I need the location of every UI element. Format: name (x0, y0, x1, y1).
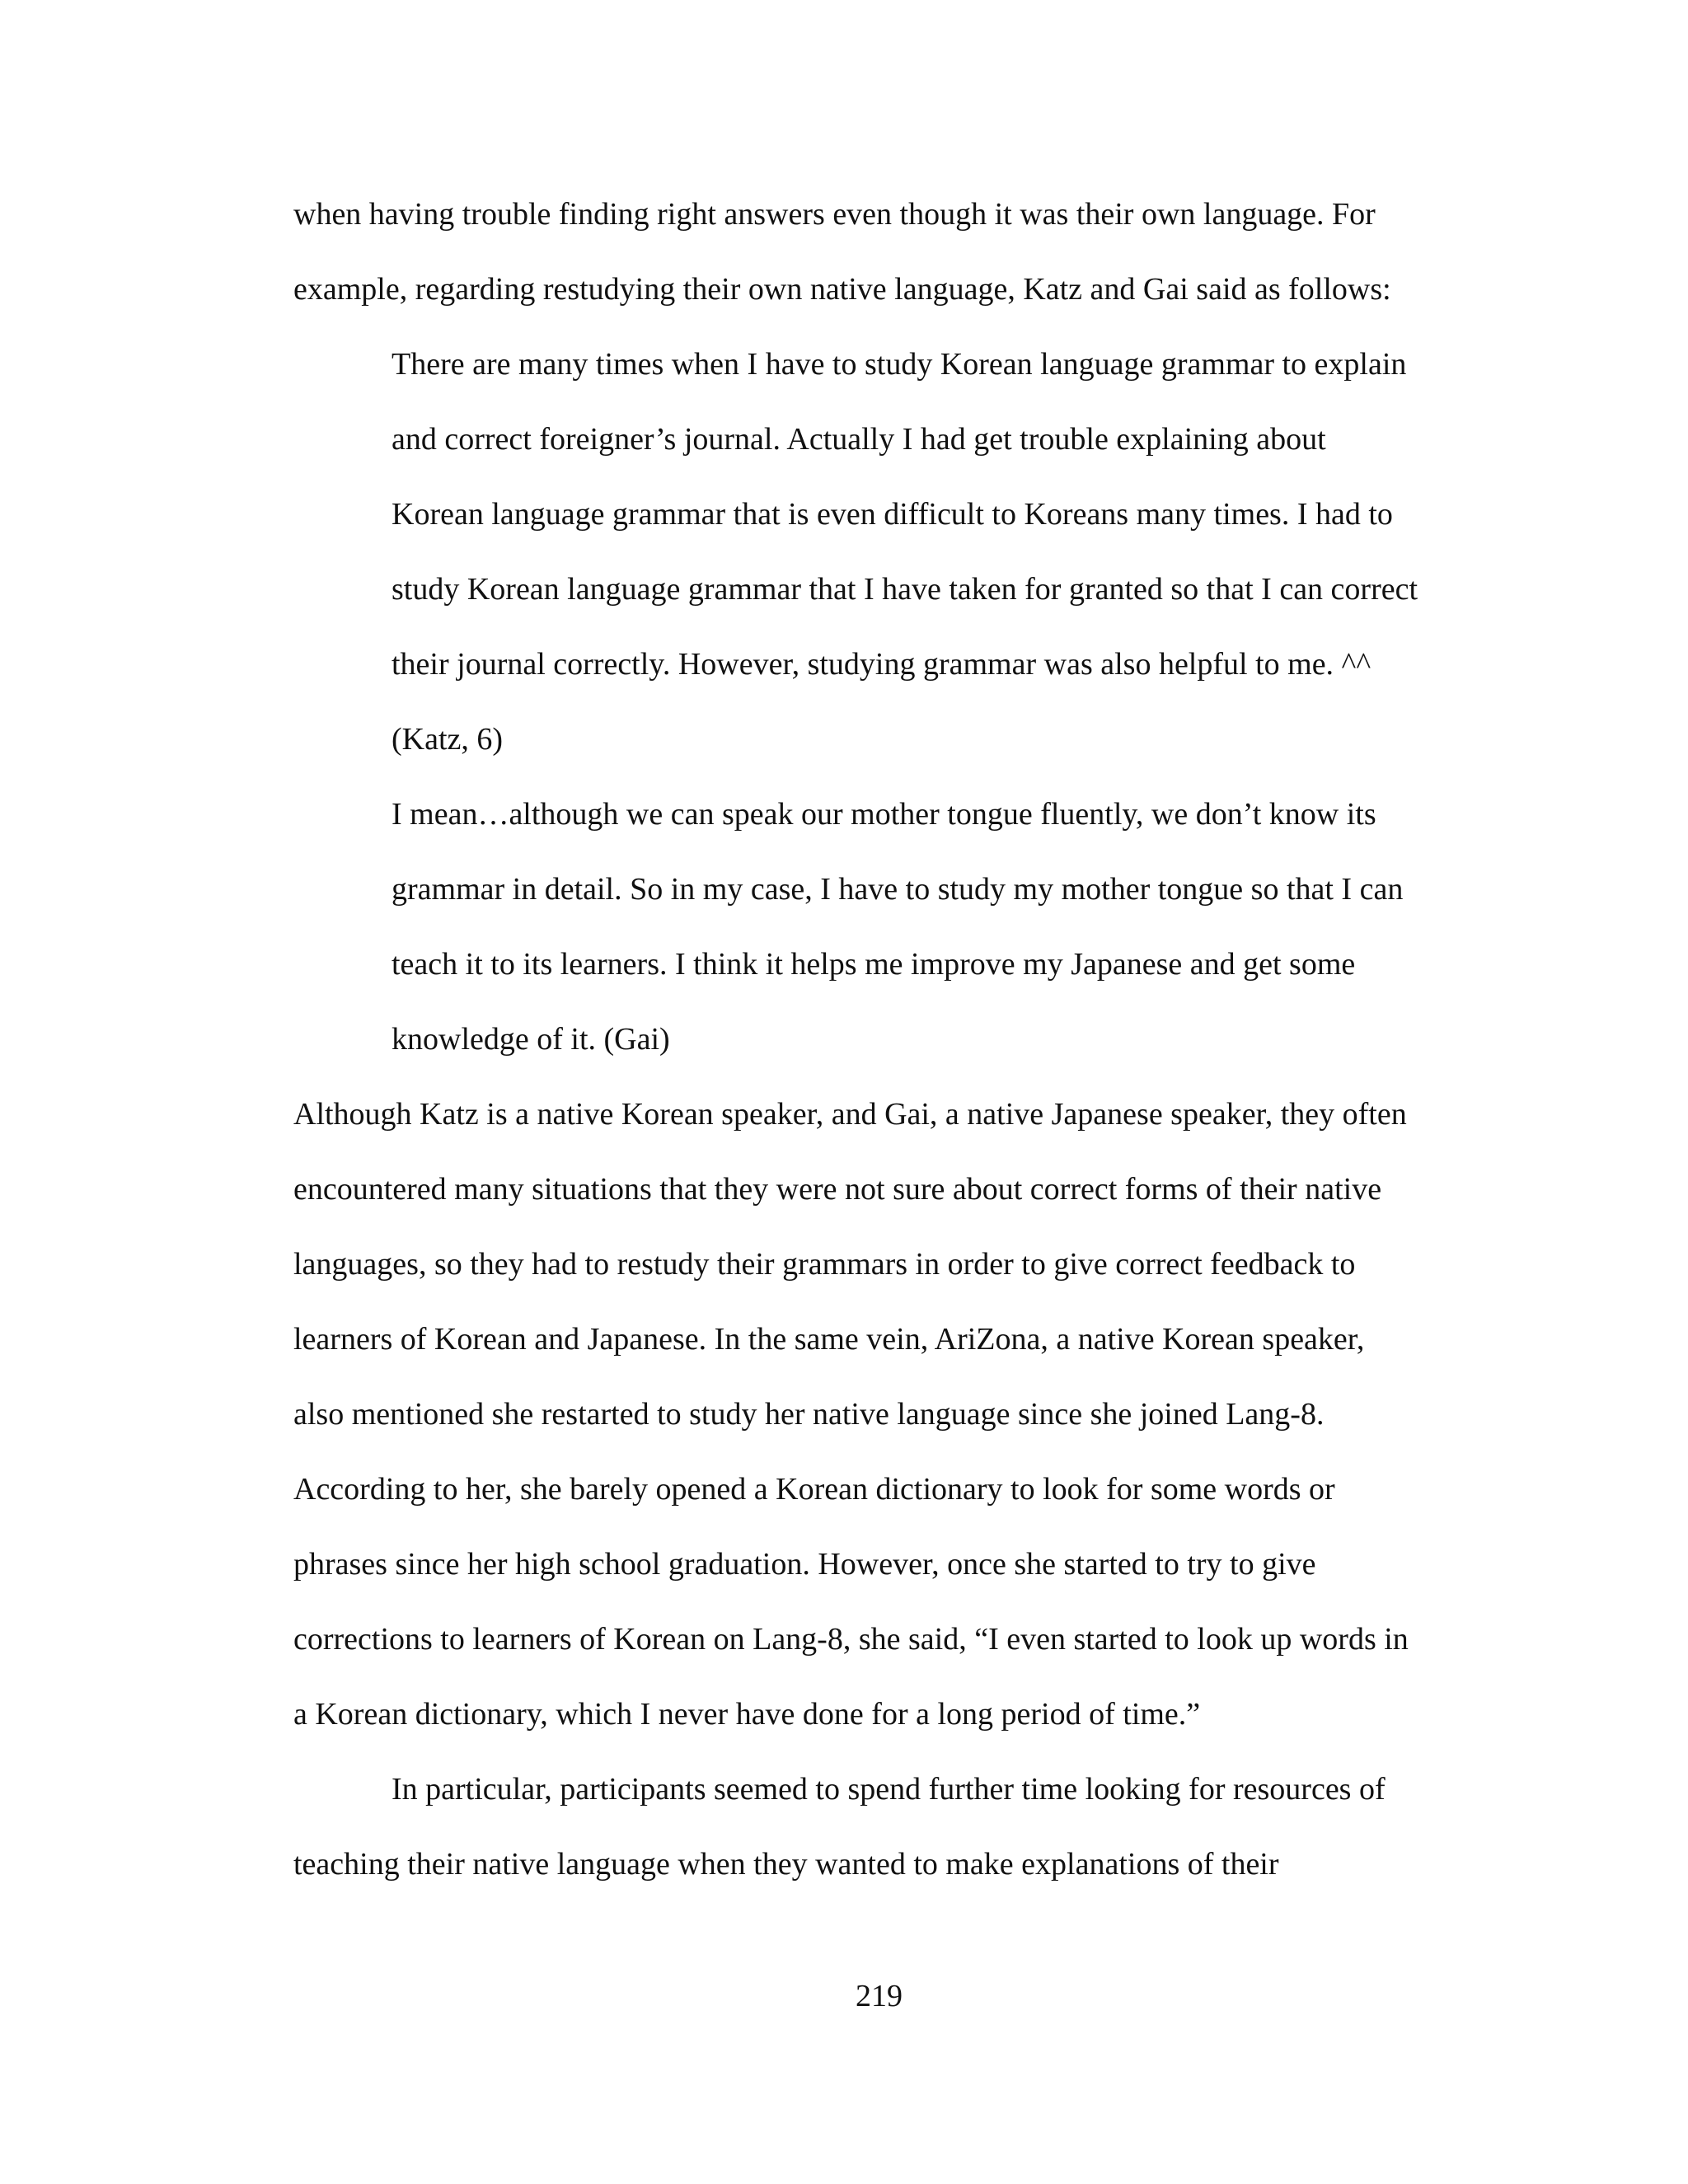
block-quote-line: knowledge of it. (Gai) (392, 1022, 670, 1057)
paragraph-line: a Korean dictionary, which I never have done for a long period of time.” (293, 1697, 1201, 1732)
block-quote-line: I mean…although we can speak our mother tongue fluently, we don’t know its (392, 797, 1376, 832)
page-number: 219 (856, 1979, 903, 2013)
block-quote-line: teach it to its learners. I think it helps me improve my Japanese and get some (392, 947, 1356, 982)
paragraph-line: example, regarding restudying their own native language, Katz and Gai said as follows: (293, 272, 1391, 307)
paragraph-line: According to her, she barely opened a Korean dictionary to look for some words or (293, 1472, 1335, 1507)
paragraph-line: In particular, participants seemed to spend further time looking for resources of (392, 1772, 1386, 1807)
block-quote-line: and correct foreigner’s journal. Actually I had get trouble explaining about (392, 422, 1326, 457)
paragraph-line: Although Katz is a native Korean speaker, and Gai, a native Japanese speaker, they often (293, 1097, 1407, 1132)
paragraph-line: also mentioned she restarted to study her native language since she joined Lang-8. (293, 1397, 1325, 1432)
block-quote-line: Korean language grammar that is even difficult to Koreans many times. I had to (392, 497, 1393, 532)
block-quote-line: grammar in detail. So in my case, I have to study my mother tongue so that I can (392, 872, 1404, 907)
paragraph-line: encountered many situations that they were not sure about correct forms of their native (293, 1172, 1382, 1207)
paragraph-line: languages, so they had to restudy their grammars in order to give correct feedback to (293, 1247, 1356, 1282)
block-quote-line: their journal correctly. However, studying grammar was also helpful to me. ^^ (392, 647, 1372, 682)
paragraph-line: learners of Korean and Japanese. In the same vein, AriZona, a native Korean speaker, (293, 1322, 1365, 1357)
block-quote-line: There are many times when I have to study Korean language grammar to explain (392, 347, 1407, 382)
paragraph-line: phrases since her high school graduation. However, once she started to try to give (293, 1547, 1316, 1582)
block-quote-citation: (Katz, 6) (392, 722, 504, 757)
paragraph-line: corrections to learners of Korean on Lang-8, she said, “I even started to look up words in (293, 1622, 1409, 1657)
block-quote-line: study Korean language grammar that I have taken for granted so that I can correct (392, 572, 1418, 607)
paragraph-line: when having trouble finding right answers even though it was their own language. For (293, 197, 1376, 232)
paragraph-line: teaching their native language when they wanted to make explanations of their (293, 1847, 1279, 1882)
